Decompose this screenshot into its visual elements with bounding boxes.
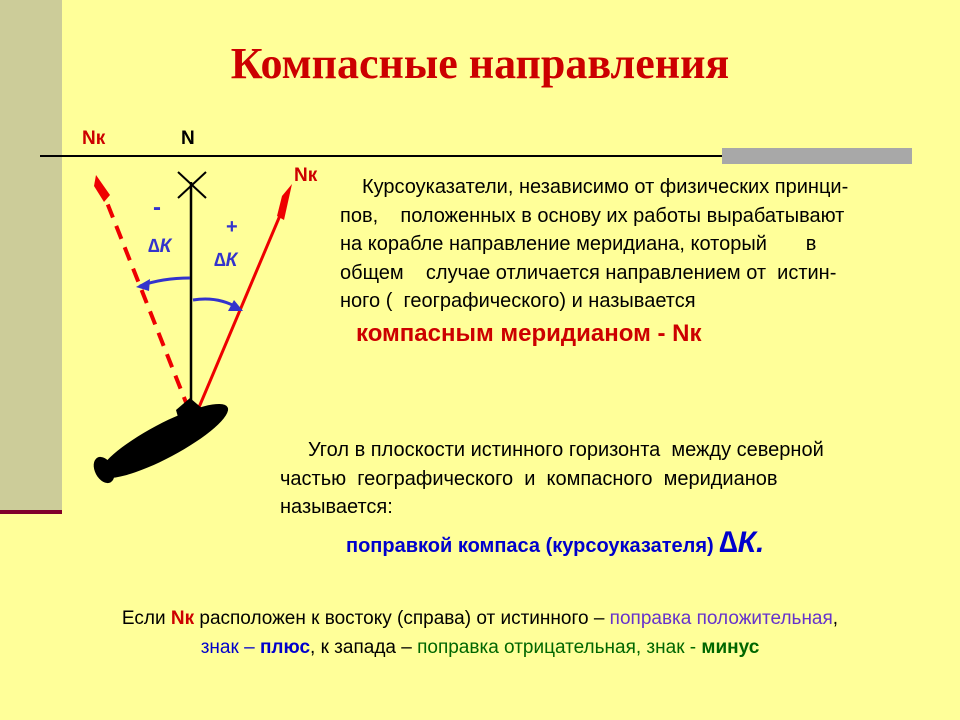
slide-title: Компасные направления — [230, 39, 730, 88]
nk-right-label: Nк — [294, 165, 318, 186]
correction-text: поправкой компаса (курсоуказателя) — [346, 535, 714, 557]
plus-sign: + — [226, 216, 238, 238]
delta-k-left: ∆К — [148, 236, 172, 257]
submarine-silhouette — [89, 392, 235, 490]
rule-minus: минус — [701, 637, 760, 658]
para1-line1: Курсоуказатели, независимо от физических принци- — [362, 176, 849, 198]
rule-positive: поправка положительная — [609, 608, 833, 629]
paragraph-compass-heading — [340, 173, 952, 316]
para2-line1: Угол в плоскости истинного горизонта между северной — [308, 439, 824, 461]
minus-sign: - — [153, 194, 161, 221]
nk-left-label: Nк — [82, 128, 106, 149]
compass-correction-term — [346, 526, 764, 560]
compass-meridian-term: компасным меридианом - Nк — [356, 320, 702, 347]
compass-meridian-west-arrow — [94, 175, 110, 202]
compass-meridian-east-arrow — [277, 184, 292, 220]
para2-line3: называется: — [280, 496, 393, 518]
para1-line2: пов, положенных в основу их работы вырабатывают — [340, 204, 845, 227]
para1-line4: общем случае отличается направлением от истин- — [340, 261, 837, 284]
rule-plus: плюс — [259, 637, 311, 658]
rule-part3: , — [832, 608, 839, 629]
delta-k-right: ∆К — [214, 250, 238, 271]
para2-line2: частью географического и компасного меридианов — [280, 467, 778, 490]
compass-meridian-west-line — [106, 200, 189, 410]
paragraph-angle-definition — [280, 436, 930, 522]
rule-part5: , к запада – — [310, 637, 418, 658]
rule-part4: знак – — [200, 637, 260, 658]
sign-rule — [20, 604, 940, 662]
rule-nk: Nк — [170, 608, 195, 629]
rule-negative: поправка отрицательная, знак - — [417, 637, 702, 658]
rule-part1: Если — [121, 608, 171, 629]
para1-line3: на корабле направление меридиана, который в — [340, 233, 817, 255]
correction-symbol: ∆К. — [719, 526, 765, 559]
rule-part2: расположен к востоку (справа) от истинного – — [194, 608, 610, 629]
para1-line5: ного ( географического) и называется — [340, 290, 696, 312]
n-label: N — [181, 128, 195, 149]
